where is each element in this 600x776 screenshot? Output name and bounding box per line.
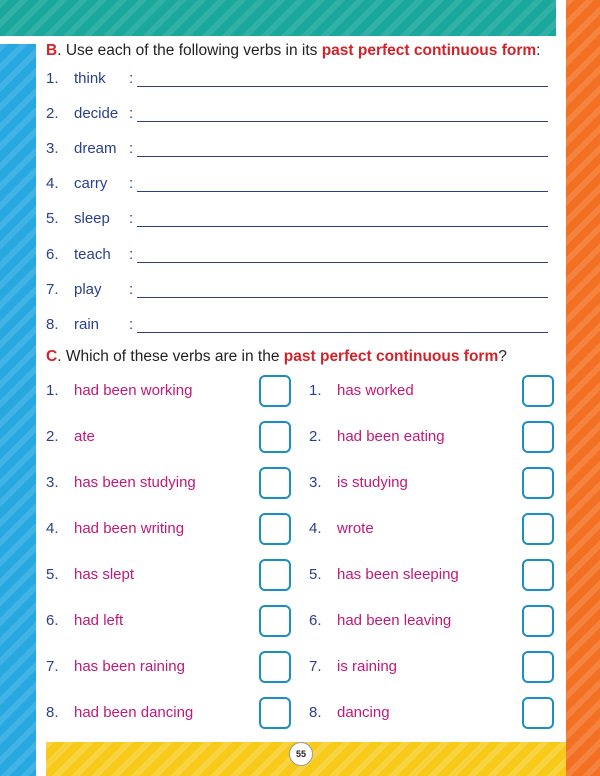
option-label: is raining xyxy=(337,658,398,675)
option-number: 2. xyxy=(46,428,59,445)
section-b-heading xyxy=(46,42,540,60)
option-label: had been writing xyxy=(74,520,185,537)
item-number: 4. xyxy=(46,175,59,193)
option-label: has been raining xyxy=(74,658,185,675)
answer-checkbox[interactable] xyxy=(522,697,554,729)
answer-checkbox[interactable] xyxy=(259,559,291,591)
option-number: 8. xyxy=(46,704,59,721)
answer-line[interactable] xyxy=(137,121,548,122)
option-number: 6. xyxy=(309,612,322,629)
answer-checkbox[interactable] xyxy=(522,375,554,407)
colon-separator: : xyxy=(129,210,134,228)
section-b-emphasis: past perfect continuous form xyxy=(321,42,537,59)
option-label: has worked xyxy=(337,382,414,399)
section-c-emphasis: past perfect continuous form xyxy=(283,348,499,365)
option-number: 1. xyxy=(309,382,322,399)
option-label: had left xyxy=(74,612,124,629)
answer-checkbox[interactable] xyxy=(259,651,291,683)
verb-label: think xyxy=(74,70,106,87)
item-number: 8. xyxy=(46,315,59,333)
colon-separator: : xyxy=(129,105,134,123)
option-number: 7. xyxy=(46,658,59,675)
answer-line[interactable] xyxy=(137,262,548,263)
answer-line[interactable] xyxy=(137,297,548,298)
option-number: 8. xyxy=(309,704,322,721)
answer-checkbox[interactable] xyxy=(522,513,554,545)
page-number: 55 xyxy=(289,742,313,766)
option-label: had been working xyxy=(74,382,193,399)
answer-line[interactable] xyxy=(137,226,548,227)
top-border-band xyxy=(0,0,556,36)
option-label: dancing xyxy=(337,704,390,721)
answer-line[interactable] xyxy=(137,332,548,333)
answer-checkbox[interactable] xyxy=(259,375,291,407)
colon-separator: : xyxy=(129,245,134,263)
colon-separator: : xyxy=(129,315,134,333)
option-label: had been eating xyxy=(337,428,445,445)
section-b-letter: B xyxy=(46,42,58,59)
answer-line[interactable] xyxy=(137,86,548,87)
answer-line[interactable] xyxy=(137,156,548,157)
answer-checkbox[interactable] xyxy=(522,559,554,591)
verb-label: play xyxy=(74,280,102,298)
section-b-end: : xyxy=(536,42,541,59)
right-border-band xyxy=(566,0,600,776)
option-label: has been studying xyxy=(74,474,196,491)
verb-label: dream xyxy=(74,140,117,158)
option-number: 6. xyxy=(46,612,59,629)
item-number: 5. xyxy=(46,210,59,228)
answer-checkbox[interactable] xyxy=(522,467,554,499)
answer-checkbox[interactable] xyxy=(522,651,554,683)
item-number: 6. xyxy=(46,245,59,263)
option-number: 4. xyxy=(309,520,322,537)
answer-checkbox[interactable] xyxy=(259,421,291,453)
colon-separator: : xyxy=(129,140,134,158)
option-number: 7. xyxy=(309,658,322,675)
option-label: ate xyxy=(74,428,95,445)
section-c-letter: C xyxy=(46,348,58,365)
item-number: 2. xyxy=(46,105,59,123)
option-number: 2. xyxy=(309,428,322,445)
colon-separator: : xyxy=(129,175,134,193)
option-label: has been sleeping xyxy=(337,566,459,583)
option-number: 3. xyxy=(46,474,59,491)
answer-checkbox[interactable] xyxy=(522,421,554,453)
option-number: 4. xyxy=(46,520,59,537)
option-label: has slept xyxy=(74,566,135,583)
colon-separator: : xyxy=(129,70,134,87)
item-number: 7. xyxy=(46,280,59,298)
verb-label: sleep xyxy=(74,210,110,228)
item-number: 1. xyxy=(46,70,59,87)
section-c-end: ? xyxy=(498,348,507,365)
answer-checkbox[interactable] xyxy=(259,697,291,729)
verb-label: carry xyxy=(74,175,108,193)
verb-label: decide xyxy=(74,105,119,123)
left-border-band xyxy=(0,44,36,776)
answer-checkbox[interactable] xyxy=(522,605,554,637)
option-label: had been leaving xyxy=(337,612,452,629)
answer-checkbox[interactable] xyxy=(259,467,291,499)
verb-label: teach xyxy=(74,245,111,263)
item-number: 3. xyxy=(46,140,59,158)
answer-line[interactable] xyxy=(137,191,548,192)
option-label: had been dancing xyxy=(74,704,194,721)
option-label: wrote xyxy=(337,520,374,537)
section-b-text: . Use each of the following verbs in its xyxy=(57,42,322,59)
verb-label: rain xyxy=(74,315,100,333)
answer-checkbox[interactable] xyxy=(259,605,291,637)
option-label: is studying xyxy=(337,474,408,491)
option-number: 1. xyxy=(46,382,59,399)
section-c-text: . Which of these verbs are in the xyxy=(57,348,284,365)
option-number: 5. xyxy=(309,566,322,583)
answer-checkbox[interactable] xyxy=(259,513,291,545)
option-number: 3. xyxy=(309,474,322,491)
colon-separator: : xyxy=(129,280,134,298)
option-number: 5. xyxy=(46,566,59,583)
section-c-heading xyxy=(46,348,507,366)
